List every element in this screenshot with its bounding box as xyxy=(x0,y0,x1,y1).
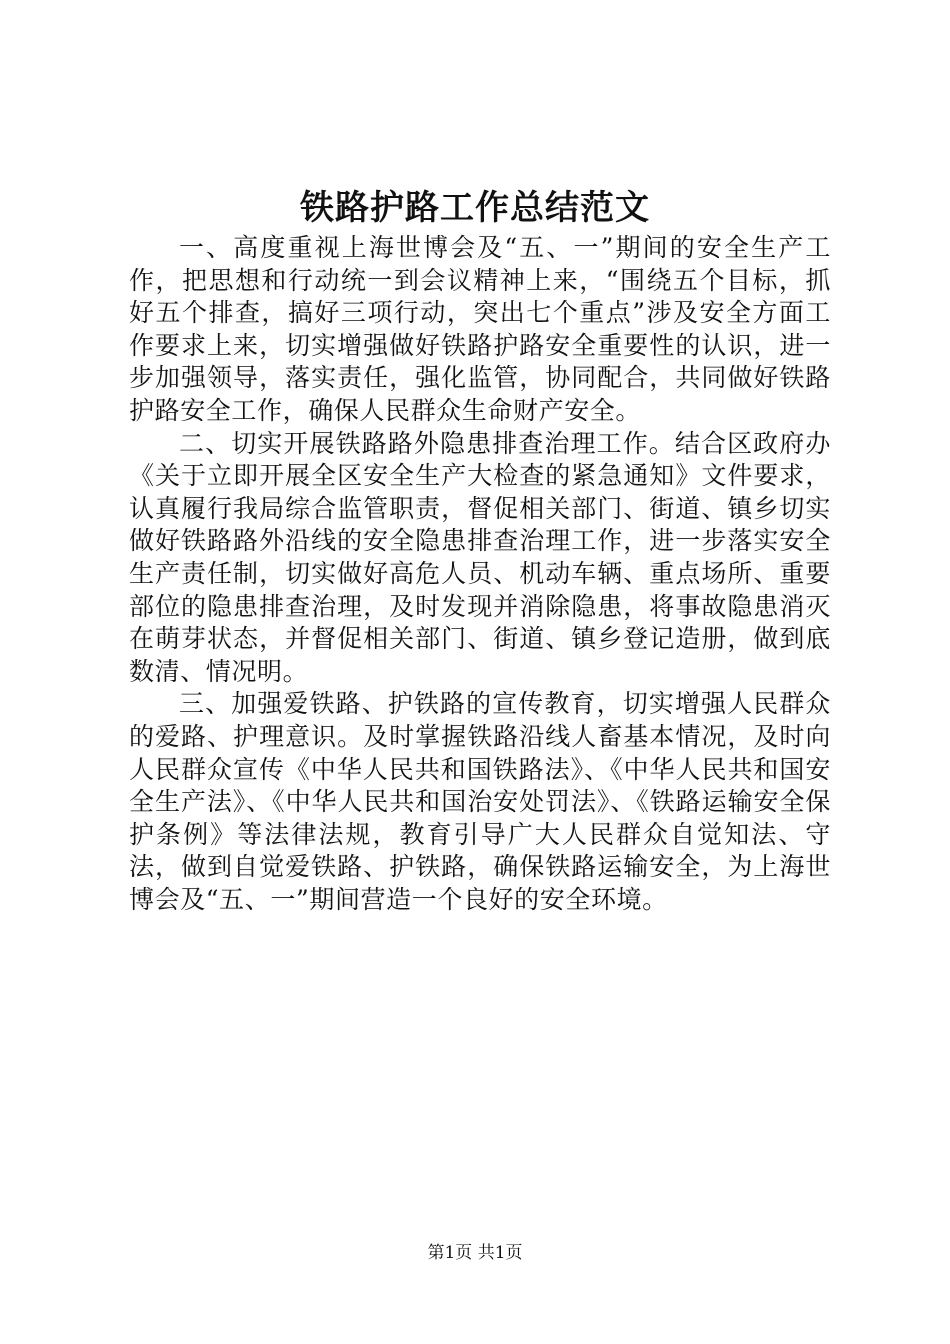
document-body xyxy=(129,232,831,916)
paragraph-3: 三、加强爱铁路、护铁路的宣传教育，切实增强人民群众的爱路、护理意识。及时掌握铁路沿线人畜基本情况，及时向人民群众宣传《中华人民共和国铁路法》、《中华人民共和国安全生产法》、《中华人民共和国治安处罚法》、《铁路运输安全保护条例》等法律法规，教育引导广大人民群众自觉知法、守法，做到自觉爱铁路、护铁路，确保铁路运输安全，为上海世博会及“五、一”期间营造一个良好的安全环境。 xyxy=(129,689,831,914)
paragraph-2: 二、切实开展铁路路外隐患排查治理工作。结合区政府办《关于立即开展全区安全生产大检查的紧急通知》文件要求，认真履行我局综合监管职责，督促相关部门、街道、镇乡切实做好铁路路外沿线的安全隐患排查治理工作，进一步落实安全生产责任制，切实做好高危人员、机动车辆、重点场所、重要部位的隐患排查治理，及时发现并消除隐患，将事故隐患消灭在萌芽状态，并督促相关部门、街道、镇乡登记造册，做到底数清、情况明。 xyxy=(129,428,831,686)
paragraph-1: 一、高度重视上海世博会及“五、一”期间的安全生产工作，把思想和行动统一到会议精神上来，“围绕五个目标，抓好五个排查，搞好三项行动，突出七个重点”涉及安全方面工作要求上来，切实增强做好铁路护路安全重要性的认识，进一步加强领导，落实责任，强化监管，协同配合，共同做好铁路护路安全工作，确保人民群众生命财产安全。 xyxy=(129,233,831,425)
page-number-footer: 第1页 共1页 xyxy=(427,1243,523,1263)
document-title: 铁路护路工作总结范文 xyxy=(300,188,650,228)
